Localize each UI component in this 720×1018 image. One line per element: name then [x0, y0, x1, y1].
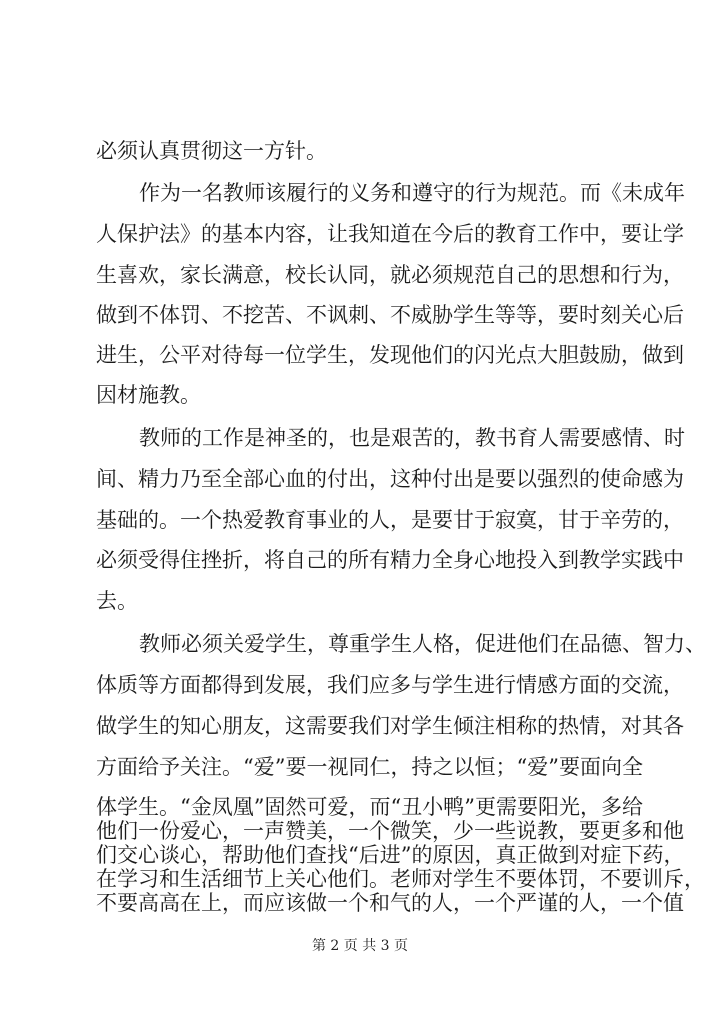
- text-line: 基础的。一个热爱教育事业的人，是要甘于寂寞，甘于辛劳的，: [96, 508, 684, 532]
- text-line: 间、精力乃至全部心血的付出，这种付出是要以强烈的使命感为: [96, 467, 684, 491]
- text-line: 去。: [96, 589, 138, 613]
- text-line: 在学习和生活细节上关心他们。老师对学生不要体罚，不要训斥，: [96, 867, 705, 891]
- text-line: 做学生的知心朋友，这需要我们对学生倾注相称的热情，对其各: [96, 714, 684, 738]
- text-line: 生喜欢，家长满意，校长认同，就必须规范自己的思想和行为，: [96, 263, 684, 287]
- text-line: 做到不体罚、不挖苦、不讽刺、不威胁学生等等，要时刻关心后: [96, 303, 684, 327]
- page-footer: 第 2 页 共 3 页: [311, 938, 409, 954]
- text-line: 方面给予关注。“爱”要一视同仁，持之以恒；“爱”要面向全: [96, 755, 643, 779]
- text-line: 因材施教。: [96, 383, 201, 407]
- paragraph-first-line: 教师必须关爱学生，尊重学生人格，促进他们在品德、智力、: [139, 632, 706, 656]
- text-line: 们交心谈心，帮助他们查找“后进”的原因，真正做到对症下药，: [96, 843, 685, 867]
- text-line: 人保护法》的基本内容，让我知道在今后的教育工作中，要让学: [96, 222, 684, 246]
- paragraph-first-line: 作为一名教师该履行的义务和遵守的行为规范。而《未成年: [139, 181, 685, 205]
- paragraph-first-line: 教师的工作是神圣的，也是艰苦的，教书育人需要感情、时: [139, 426, 685, 450]
- text-line: 必须受得住挫折，将自己的所有精力全身心地投入到教学实践中: [96, 548, 684, 572]
- text-line: 不要高高在上，而应该做一个和气的人，一个严谨的人，一个值: [96, 891, 684, 915]
- text-line: 必须认真贯彻这一方针。: [96, 139, 327, 163]
- text-line: 体学生。“金凤凰”固然可爱，而“丑小鸭”更需要阳光，多给: [96, 795, 643, 819]
- text-line: 体质等方面都得到发展，我们应多与学生进行情感方面的交流，: [96, 673, 684, 697]
- text-line: 他们一份爱心，一声赞美，一个微笑，少一些说教，要更多和他: [96, 819, 684, 843]
- text-line: 进生，公平对待每一位学生，发现他们的闪光点大胆鼓励，做到: [96, 343, 684, 367]
